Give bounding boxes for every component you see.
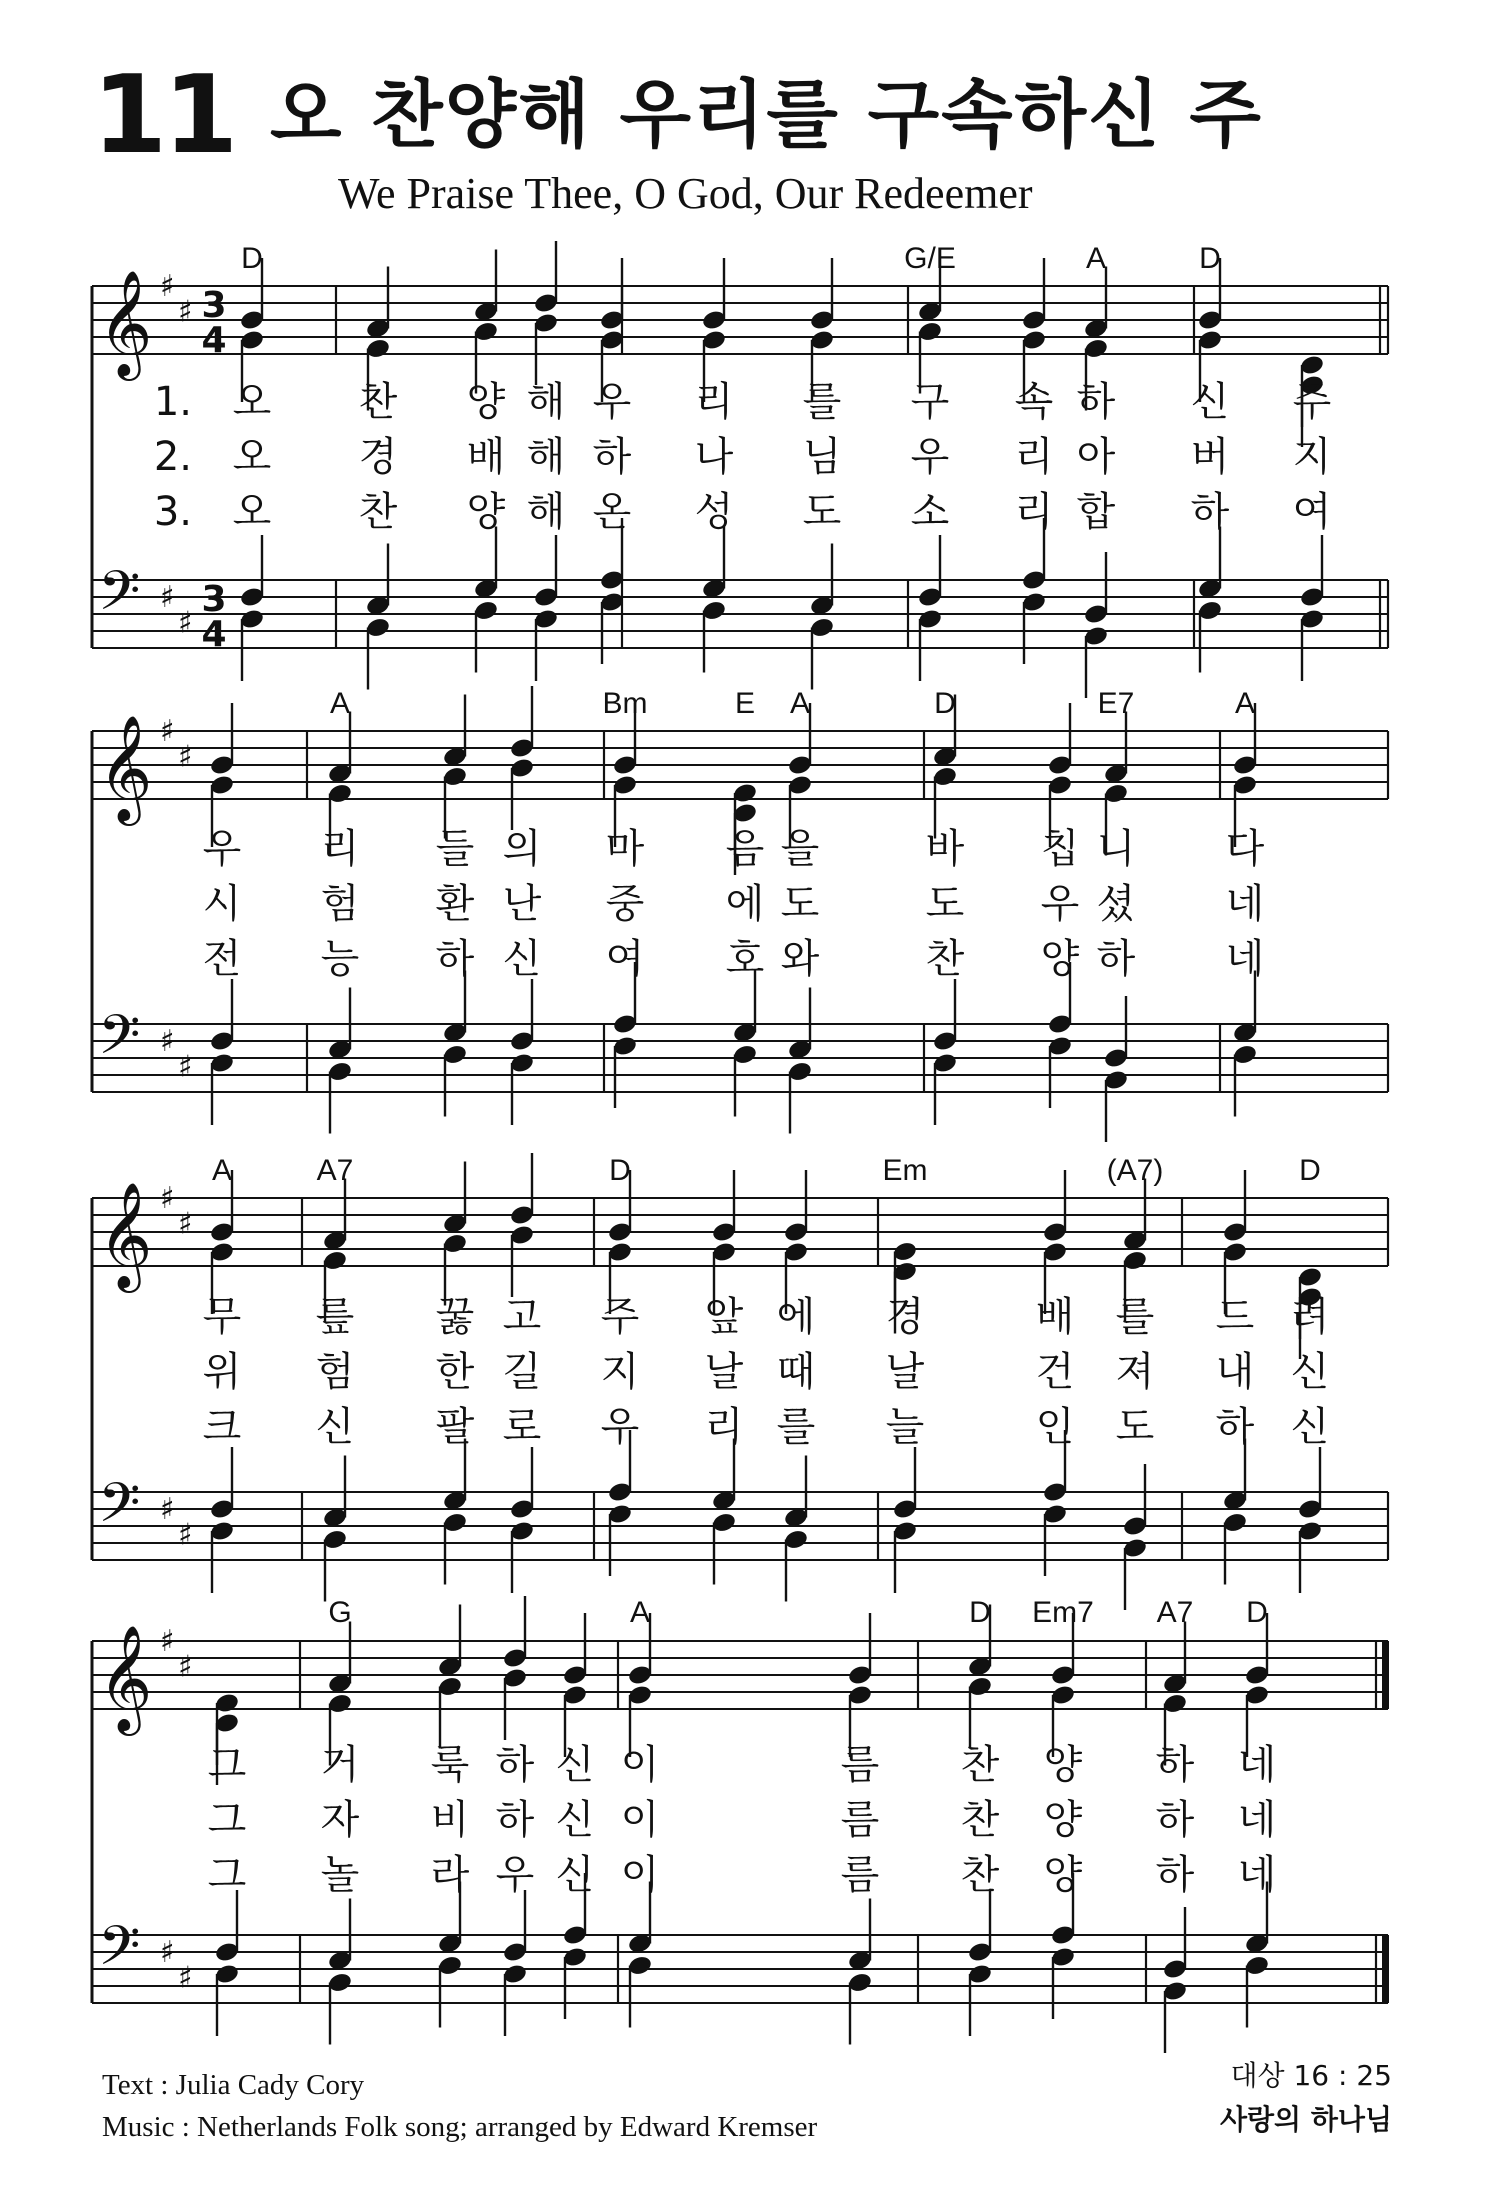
lyric-syllable: 을 [780, 826, 820, 872]
lyric-syllable: 찬 [960, 1797, 1000, 1843]
lyric-syllable: 찬 [925, 936, 965, 982]
sharp-icon: ♯ [178, 1649, 193, 1685]
lyric-syllable: 하 [1155, 1797, 1195, 1843]
lyric-syllable: 날 [885, 1349, 925, 1395]
lyric-syllable: 버 [1190, 434, 1230, 480]
chord-symbol: A [1085, 242, 1107, 275]
lyric-syllable: 하 [495, 1742, 535, 1788]
lyric-syllable: 릎 [315, 1294, 355, 1340]
chord-symbol: Em [882, 1154, 928, 1187]
lyric-syllable: 리 [704, 1404, 744, 1450]
chord-symbol: D [241, 242, 263, 275]
lyric-syllable: 에 [725, 881, 765, 927]
hymn-category: 사랑의 하나님 [1219, 2103, 1392, 2136]
chord-symbol: Em7 [1032, 1596, 1094, 1629]
lyric-syllable: 날 [704, 1349, 744, 1395]
lyric-syllable: 에 [776, 1294, 816, 1340]
sharp-icon: ♯ [178, 739, 193, 775]
sharp-icon: ♯ [160, 714, 175, 749]
lyric-syllable: 찬 [960, 1742, 1000, 1788]
lyric-syllable: 전 [202, 936, 242, 982]
lyric-syllable: 이 [620, 1852, 660, 1898]
lyric-syllable: 도 [780, 881, 820, 927]
lyric-syllable: 름 [840, 1852, 880, 1898]
lyric-syllable: 양 [466, 379, 506, 425]
chord-symbol: A [329, 687, 351, 720]
chord-symbol: D [1199, 242, 1221, 275]
lyric-syllable: 의 [502, 826, 542, 872]
hymn-number: 11 [92, 53, 235, 178]
lyric-syllable: 환 [435, 881, 475, 927]
lyric-syllable: 찬 [358, 379, 398, 425]
sharp-icon: ♯ [178, 1517, 193, 1553]
chord-symbol: A [789, 687, 811, 720]
lyric-syllable: 험 [320, 881, 360, 927]
lyric-syllable: 름 [840, 1797, 880, 1843]
lyric-syllable: 바 [925, 826, 965, 872]
lyric-syllable: 하 [1096, 936, 1136, 982]
lyric-syllable: 우 [592, 379, 632, 425]
sharp-icon: ♯ [178, 294, 193, 330]
lyric-syllable: 리 [1014, 434, 1054, 480]
chord-symbol: E7 [1097, 687, 1135, 720]
verse-number: 2. [153, 434, 192, 480]
lyric-syllable: 오 [232, 379, 272, 425]
lyric-syllable: 신 [555, 1797, 595, 1843]
lyric-syllable: 해 [526, 434, 566, 480]
lyric-syllable: 신 [555, 1852, 595, 1898]
lyric-syllable: 앞 [704, 1294, 744, 1340]
lyric-syllable: 네 [1225, 881, 1265, 927]
lyric-syllable: 험 [315, 1349, 355, 1395]
sharp-icon: ♯ [160, 1935, 175, 1970]
lyric-syllable: 리 [320, 826, 360, 872]
lyric-syllable: 하 [1155, 1742, 1195, 1788]
lyric-syllable: 하 [1076, 379, 1116, 425]
hymn-title-english: We Praise Thee, O God, Our Redeemer [338, 169, 1033, 218]
lyric-syllable: 자 [320, 1797, 360, 1843]
lyric-syllable: 칩 [1040, 826, 1080, 872]
lyric-syllable: 길 [502, 1349, 542, 1395]
lyric-syllable: 소 [910, 489, 950, 535]
chord-symbol: D [1246, 1596, 1268, 1629]
sharp-icon: ♯ [178, 1049, 193, 1085]
lyric-syllable: 이 [620, 1742, 660, 1788]
hymn-title-korean: 오 찬양해 우리를 구속하신 주 [270, 72, 1263, 158]
lyric-syllable: 신 [502, 936, 542, 982]
bass-clef-icon: 𝄢 [98, 1003, 141, 1080]
lyric-syllable: 위 [202, 1349, 242, 1395]
credits [102, 2064, 817, 2148]
lyric-syllable: 라 [430, 1852, 470, 1898]
lyric-syllable: 호 [725, 936, 765, 982]
lyric-syllable: 경 [358, 434, 398, 480]
lyric-syllable: 음 [725, 826, 765, 872]
lyric-syllable: 비 [430, 1797, 470, 1843]
sharp-icon: ♯ [160, 580, 175, 615]
verse-number: 3. [153, 489, 192, 535]
lyric-syllable: 네 [1237, 1797, 1277, 1843]
lyric-syllable: 셨 [1096, 881, 1136, 927]
sharp-icon: ♯ [178, 605, 193, 641]
time-signature-top: 3 [201, 285, 227, 326]
bass-clef-icon: 𝄢 [98, 1914, 141, 1991]
treble-clef-icon: 𝄞 [98, 1624, 153, 1731]
lyric-syllable: 양 [1040, 936, 1080, 982]
lyric-syllable: 아 [1076, 434, 1116, 480]
lyric-syllable: 중 [605, 881, 645, 927]
lyric-syllable: 오 [232, 434, 272, 480]
time-signature-bottom: 4 [201, 614, 227, 655]
lyric-syllable: 신 [315, 1404, 355, 1450]
sharp-icon: ♯ [160, 1181, 175, 1216]
lyric-syllable: 경 [885, 1294, 925, 1340]
lyric-syllable: 를 [802, 379, 842, 425]
lyric-syllable: 우 [910, 434, 950, 480]
chord-symbol: D [969, 1596, 991, 1629]
lyric-syllable: 우 [202, 826, 242, 872]
lyric-syllable: 합 [1076, 489, 1116, 535]
lyric-syllable: 찬 [358, 489, 398, 535]
chord-symbol: G/E [904, 242, 956, 275]
lyric-syllable: 지 [600, 1349, 640, 1395]
bass-clef-icon: 𝄢 [98, 1471, 141, 1548]
lyric-syllable: 그 [207, 1797, 247, 1843]
lyric-syllable: 를 [776, 1404, 816, 1450]
lyric-syllable: 오 [232, 489, 272, 535]
lyric-syllable: 도 [925, 881, 965, 927]
lyric-syllable: 건 [1035, 1349, 1075, 1395]
treble-clef-icon: 𝄞 [98, 714, 153, 821]
lyric-syllable: 시 [202, 881, 242, 927]
chord-symbol: Bm [602, 687, 648, 720]
lyric-syllable: 양 [1043, 1797, 1083, 1843]
lyric-syllable: 배 [1035, 1294, 1075, 1340]
lyric-syllable: 늘 [885, 1404, 925, 1450]
lyric-syllable: 니 [1096, 826, 1136, 872]
lyric-syllable: 놀 [320, 1852, 360, 1898]
lyric-syllable: 님 [802, 434, 842, 480]
lyric-syllable: 하 [435, 936, 475, 982]
lyric-syllable: 로 [502, 1404, 542, 1450]
lyric-syllable: 하 [1215, 1404, 1255, 1450]
verse-number: 1. [153, 379, 192, 425]
lyric-syllable: 리 [1014, 489, 1054, 535]
lyric-syllable: 이 [620, 1797, 660, 1843]
lyric-syllable: 해 [526, 379, 566, 425]
lyric-syllable: 한 [435, 1349, 475, 1395]
sharp-icon: ♯ [178, 1206, 193, 1242]
lyric-syllable: 도 [802, 489, 842, 535]
lyric-syllable: 고 [502, 1294, 542, 1340]
lyric-syllable: 마 [605, 826, 645, 872]
chord-symbol: D [934, 687, 956, 720]
lyric-syllable: 해 [526, 489, 566, 535]
lyric-syllable: 인 [1035, 1404, 1075, 1450]
reference [1220, 2054, 1392, 2142]
lyric-syllable: 양 [1043, 1852, 1083, 1898]
lyric-syllable: 우 [495, 1852, 535, 1898]
lyric-syllable: 팔 [435, 1404, 475, 1450]
lyric-syllable: 때 [776, 1349, 816, 1395]
chord-symbol: G [328, 1596, 352, 1629]
lyric-syllable: 신 [1290, 1349, 1330, 1395]
lyric-syllable: 와 [780, 936, 820, 982]
lyric-syllable: 여 [605, 936, 645, 982]
text-credit: Text : Julia Cady Cory [102, 2069, 365, 2101]
sharp-icon: ♯ [160, 1624, 175, 1659]
lyric-syllable: 우 [600, 1404, 640, 1450]
music-credit: Music : Netherlands Folk song; arranged by Edward Kremser [102, 2111, 818, 2143]
lyric-syllable: 나 [694, 434, 734, 480]
lyric-syllable: 를 [1115, 1294, 1155, 1340]
lyric-syllable: 성 [694, 489, 734, 535]
time-signature-top: 3 [201, 579, 227, 620]
lyric-syllable: 능 [320, 936, 360, 982]
lyric-syllable: 내 [1215, 1349, 1255, 1395]
lyric-syllable: 리 [694, 379, 734, 425]
chord-symbol: (A7) [1106, 1154, 1164, 1187]
lyric-syllable: 그 [207, 1742, 247, 1788]
chord-symbol: A [629, 1596, 651, 1629]
scripture-reference: 대상 16 : 25 [1230, 2059, 1392, 2092]
lyric-syllable: 하 [1155, 1852, 1195, 1898]
chord-symbol: A7 [1156, 1596, 1194, 1629]
chord-symbol: A [1234, 687, 1256, 720]
lyric-syllable: 꿇 [435, 1294, 475, 1340]
lyric-syllable: 크 [202, 1404, 242, 1450]
lyric-syllable: 양 [1043, 1742, 1083, 1788]
final-barline [1382, 1935, 1389, 2003]
sharp-icon: ♯ [160, 1024, 175, 1059]
lyric-syllable: 여 [1292, 489, 1332, 535]
final-barline [1382, 1641, 1389, 1709]
lyric-syllable: 도 [1115, 1404, 1155, 1450]
treble-clef-icon: 𝄞 [98, 1181, 153, 1288]
lyric-syllable: 주 [600, 1294, 640, 1340]
lyric-syllable: 난 [502, 881, 542, 927]
lyric-syllable: 무 [202, 1294, 242, 1340]
lyric-syllable: 신 [1190, 379, 1230, 425]
chord-symbol: D [1299, 1154, 1321, 1187]
lyric-syllable: 신 [555, 1742, 595, 1788]
lyric-syllable: 네 [1237, 1742, 1277, 1788]
lyric-syllable: 름 [840, 1742, 880, 1788]
bass-clef-icon: 𝄢 [98, 559, 141, 636]
lyric-syllable: 드 [1215, 1294, 1255, 1340]
chord-symbol: E [734, 687, 756, 720]
lyric-syllable: 룩 [430, 1742, 470, 1788]
chord-symbol: D [609, 1154, 631, 1187]
lyric-syllable: 하 [592, 434, 632, 480]
sharp-icon: ♯ [178, 1960, 193, 1996]
lyric-syllable: 네 [1237, 1852, 1277, 1898]
lyric-syllable: 들 [435, 826, 475, 872]
lyric-syllable: 찬 [960, 1852, 1000, 1898]
lyric-syllable: 구 [910, 379, 950, 425]
lyric-syllable: 속 [1014, 379, 1054, 425]
lyric-syllable: 하 [1190, 489, 1230, 535]
sharp-icon: ♯ [160, 269, 175, 304]
chord-symbol: A [211, 1154, 233, 1187]
lyric-syllable: 하 [495, 1797, 535, 1843]
lyric-syllable: 우 [1040, 881, 1080, 927]
lyric-syllable: 그 [207, 1852, 247, 1898]
treble-clef-icon: 𝄞 [98, 269, 153, 376]
lyric-syllable: 양 [466, 489, 506, 535]
lyric-syllable: 져 [1115, 1349, 1155, 1395]
lyric-syllable: 지 [1292, 434, 1332, 480]
lyric-syllable: 신 [1290, 1404, 1330, 1450]
lyric-syllable: 네 [1225, 936, 1265, 982]
lyric-syllable: 온 [592, 489, 632, 535]
chord-symbol: A7 [316, 1154, 354, 1187]
lyric-syllable: 배 [466, 434, 506, 480]
lyric-syllable: 거 [320, 1742, 360, 1788]
time-signature-bottom: 4 [201, 320, 227, 361]
lyric-syllable: 다 [1225, 826, 1265, 872]
sharp-icon: ♯ [160, 1492, 175, 1527]
lyric-syllable: 주 [1292, 379, 1332, 425]
lyric-syllable: 려 [1290, 1294, 1330, 1340]
